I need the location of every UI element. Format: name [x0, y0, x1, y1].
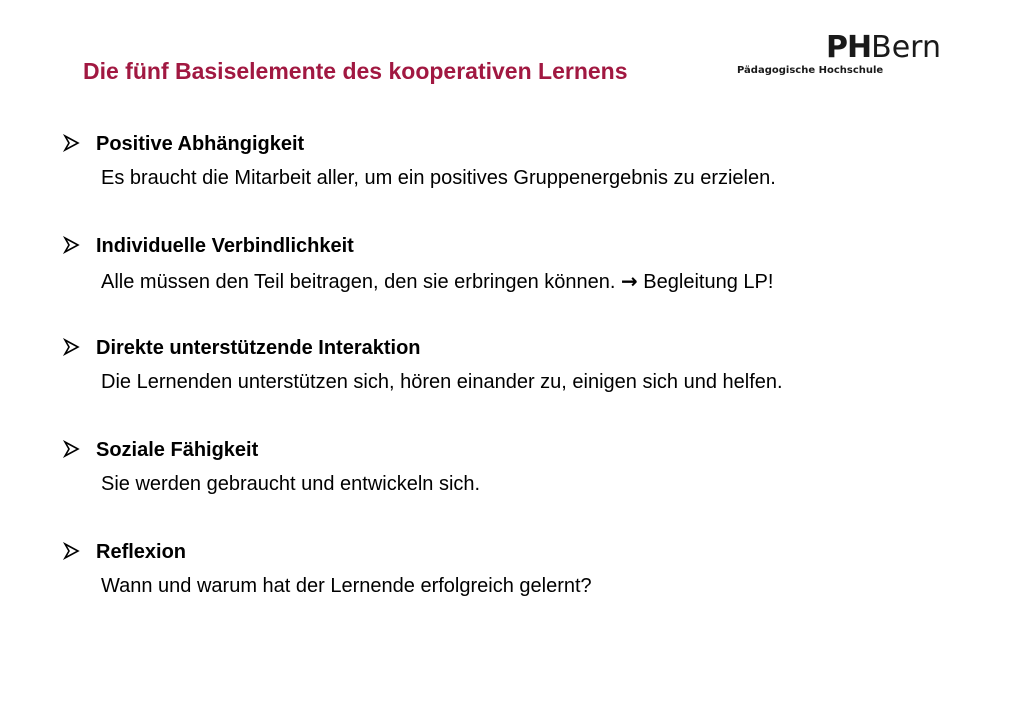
arrowhead-bullet-icon — [62, 338, 80, 356]
arrowhead-bullet-icon — [62, 542, 80, 560]
item-heading: Reflexion — [96, 541, 187, 563]
item-heading: Direkte unterstützende Interaktion — [96, 337, 421, 359]
item-heading: Positive Abhängigkeit — [96, 133, 305, 155]
item-heading: Soziale Fähigkeit — [96, 439, 259, 461]
list-item — [62, 334, 982, 436]
right-arrow-icon: → — [620, 269, 638, 293]
list-item — [62, 130, 982, 232]
arrowhead-bullet-icon — [62, 236, 80, 254]
item-text: Es braucht die Mitarbeit aller, um ein positives Gruppenergebnis zu erzielen. — [101, 167, 776, 189]
arrowhead-bullet-icon — [62, 440, 80, 458]
item-text: Sie werden gebraucht und entwickeln sich. — [101, 473, 481, 495]
phbern-logo — [737, 30, 957, 82]
logo-wordmark — [826, 30, 941, 66]
slide-title: Die fünf Basiselemente des kooperativen Lernens — [83, 58, 628, 84]
item-text: Die Lernenden unterstützen sich, hören einander zu, einigen sich und helfen. — [101, 371, 783, 393]
logo-ph: PH — [826, 30, 872, 65]
item-text — [101, 269, 773, 294]
logo-subtitle: Pädagogische Hochschule — [737, 65, 884, 76]
basic-elements-list — [62, 130, 982, 640]
item-text-before: Alle müssen den Teil beitragen, den sie erbringen können. — [101, 271, 621, 293]
item-text-after: Begleitung LP! — [637, 271, 774, 293]
list-item — [62, 538, 982, 640]
logo-bern: Bern — [871, 30, 941, 65]
list-item — [62, 436, 982, 538]
arrowhead-bullet-icon — [62, 134, 80, 152]
item-heading: Individuelle Verbindlichkeit — [96, 235, 354, 257]
item-text: Wann und warum hat der Lernende erfolgreich gelernt? — [101, 575, 592, 597]
list-item — [62, 232, 982, 334]
